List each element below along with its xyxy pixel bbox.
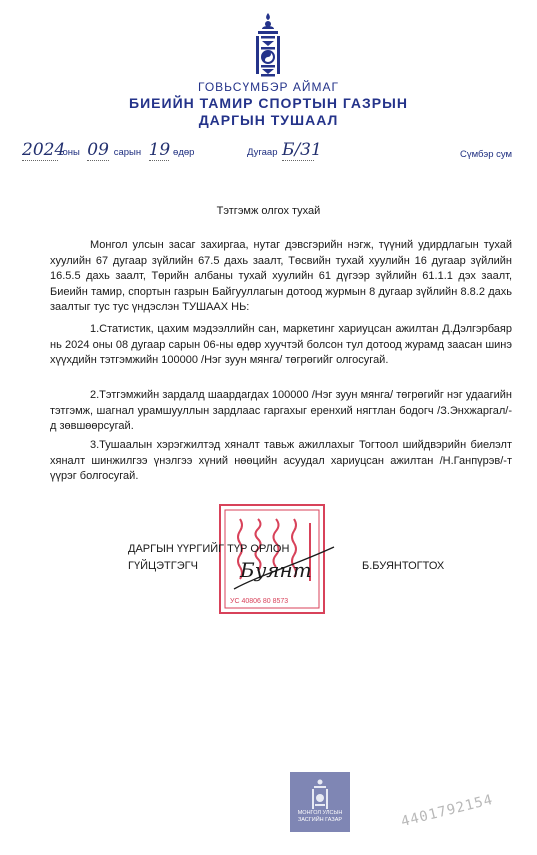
date-day: 19 — [148, 140, 171, 160]
handwritten-signature-icon — [230, 545, 340, 595]
year-suffix: оны — [62, 147, 80, 158]
seal-line1: МОНГОЛ УЛСЫН — [297, 810, 343, 816]
preamble-text: Монгол улсын засаг захиргаа, нутаг дэвсгэрийн нэгж, түүний удирдлагын тухай хуулийн 67 дугаар зүйлийн 67.5 дахь заалт, Төсвийн тухай хуулийн 16 дугаар зүйлийн 16.5.5 дахь заалт, Төрийн албаны тухай хуулийн 61 дүгээр зүйлийн 61.1.1 дэх заалт, Биеийн тамир, спортын газрын Байгууллагын дотоод журмын 8 дугаар зүйлийн 8.8.2 дахь заалтыг тус тус үндэслэн ТУШААХ НЬ: — [50, 239, 512, 313]
document-title: Тэтгэмж олгох тухай — [216, 205, 321, 217]
serial-number: 4401792154 — [399, 791, 495, 831]
item-3-text: 3.Тушаалын хэрэгжилтэд хяналт тавьж ажиллахыг Тогтоол шийдвэрийн биелэлт хяналт шинжилгээ үнэлгээ хүний нөөцийн асуудал хариуцсан ажилтан /Н.Ганпүрэв/-т үүрэг болгосугай. — [50, 439, 512, 482]
item-1-paragraph — [50, 322, 512, 369]
item-3-paragraph — [50, 438, 512, 485]
soyombo-emblem-icon — [253, 12, 283, 78]
date-year: 2024 — [22, 140, 66, 160]
stamp-registry: УС 40806 80 8573 — [230, 598, 289, 605]
number-label: Дугаар — [247, 147, 278, 158]
place: Сүмбэр сум — [460, 149, 513, 160]
org-province: ГОВЬСҮМБЭР АЙМАГ — [198, 80, 339, 94]
number-value: Б/31 — [281, 140, 322, 160]
signer-title-line1: ДАРГЫН ҮҮРГИЙГ ТҮР ОРЛОН — [128, 543, 290, 555]
month-suffix: сарын — [113, 147, 142, 158]
item-2-text: 2.Тэтгэмжийн зардалд шаардагдах 100000 /Нэг зуун мянга/ төгрөгийг нэг удаагийн тэтгэмж, шагнал урамшууллын зардлаас гаргахыг еренхий нягтлан бодогч /З.Энхжаргал/-д зөвшөөрсугай. — [50, 389, 512, 432]
doc-number — [247, 140, 322, 161]
item-1-text: 1.Статистик, цахим мэдээллийн сан, маркетинг хариуцсан ажилтан Д.Дэлгэрбаяр нь 2024 оны 08 дугаар сарын 06-ны өдөр хуучтэй болсон тул дотоод журамд заасан шинэ хүүхдийн тэтгэмжийн 100000 /Нэг зуун мянга/ төгрөгийг олгосугай. — [50, 323, 512, 366]
signer-name: Б.БУЯНТОГТОХ — [362, 560, 445, 572]
date-month: 09 — [87, 140, 109, 160]
preamble-paragraph — [50, 238, 512, 316]
seal-text — [290, 810, 350, 824]
signer-title-line2: ГҮЙЦЭТГЭГЧ — [128, 560, 198, 572]
item-2-paragraph — [50, 388, 512, 435]
handwritten-signature-text: Буянт — [240, 558, 312, 582]
org-agency: БИЕИЙН ТАМИР СПОРТЫН ГАЗРЫН — [129, 95, 408, 111]
day-suffix: өдөр — [173, 147, 195, 158]
doc-kind: ДАРГЫН ТУШААЛ — [198, 112, 339, 128]
soyombo-seal-icon — [310, 778, 330, 810]
date-line — [22, 140, 222, 161]
seal-line2: ЗАСГИЙН ГАЗАР — [297, 817, 343, 823]
